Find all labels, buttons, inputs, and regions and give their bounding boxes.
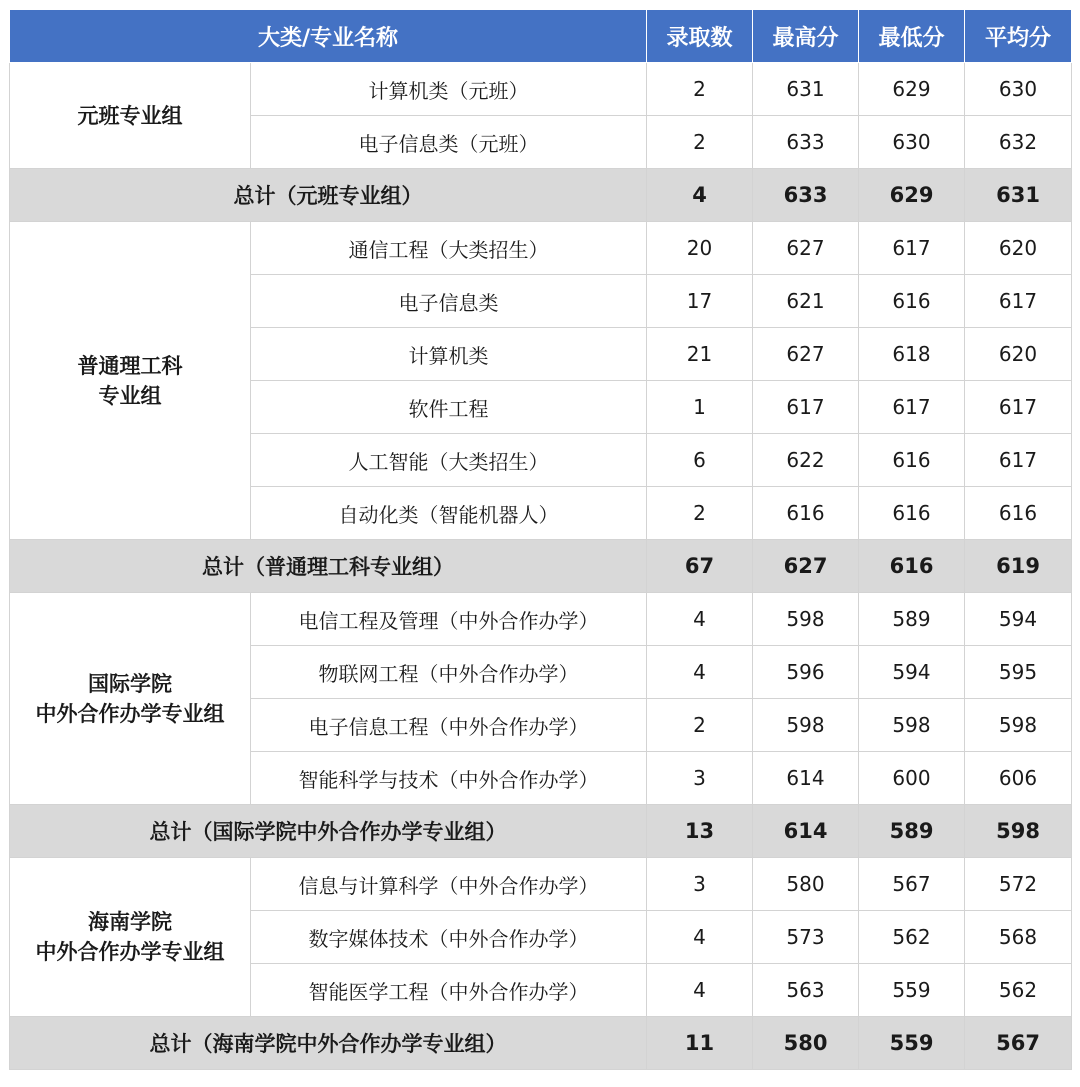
group-name-line2: 中外合作办学专业组: [35, 940, 225, 964]
avg-score-cell: 632: [965, 116, 1072, 169]
admitted-count-cell: 6: [647, 434, 753, 487]
min-score-cell: 629: [859, 63, 965, 116]
group-name-cell: [10, 222, 251, 540]
admission-table-container: [9, 9, 1072, 1070]
total-count-cell: 13: [647, 805, 753, 858]
total-label-cell: 总计（元班专业组）: [10, 169, 647, 222]
min-score-cell: 617: [859, 381, 965, 434]
max-score-cell: 598: [753, 699, 859, 752]
admitted-count-cell: 21: [647, 328, 753, 381]
table-row: [10, 222, 1072, 275]
total-row: [10, 169, 1072, 222]
group-name-line1: 普通理工科: [77, 353, 183, 378]
max-score-cell: 617: [753, 381, 859, 434]
table-header-row: [10, 10, 1072, 63]
group-name-line1: 海南学院: [88, 910, 172, 934]
avg-score-cell: 617: [965, 434, 1072, 487]
admitted-count-cell: 1: [647, 381, 753, 434]
min-score-cell: 594: [859, 646, 965, 699]
table-row: [10, 858, 1072, 911]
admitted-count-cell: 4: [647, 964, 753, 1017]
avg-score-cell: 620: [965, 328, 1072, 381]
admitted-count-cell: 2: [647, 699, 753, 752]
total-min-cell: 589: [859, 805, 965, 858]
group-name-line2: 中外合作办学专业组: [35, 701, 225, 726]
header-avg-score: 平均分: [965, 10, 1072, 63]
table-row: [10, 63, 1072, 116]
admission-score-table: [9, 9, 1072, 1070]
admitted-count-cell: 20: [647, 222, 753, 275]
min-score-cell: 598: [859, 699, 965, 752]
header-max-score: 最高分: [753, 10, 859, 63]
min-score-cell: 618: [859, 328, 965, 381]
group-name-line1: 元班专业组: [77, 103, 183, 128]
major-name-cell: 软件工程: [251, 381, 647, 434]
total-max-cell: 580: [753, 1017, 859, 1070]
admitted-count-cell: 2: [647, 63, 753, 116]
avg-score-cell: 594: [965, 593, 1072, 646]
total-label-cell: 总计（普通理工科专业组）: [10, 540, 647, 593]
max-score-cell: 616: [753, 487, 859, 540]
avg-score-cell: 598: [965, 699, 1072, 752]
total-min-cell: 629: [859, 169, 965, 222]
max-score-cell: 621: [753, 275, 859, 328]
min-score-cell: 562: [859, 911, 965, 964]
admitted-count-cell: 4: [647, 646, 753, 699]
min-score-cell: 630: [859, 116, 965, 169]
major-name-cell: 数字媒体技术（中外合作办学）: [251, 911, 647, 964]
avg-score-cell: 572: [965, 858, 1072, 911]
major-name-cell: 信息与计算科学（中外合作办学）: [251, 858, 647, 911]
avg-score-cell: 562: [965, 964, 1072, 1017]
min-score-cell: 616: [859, 487, 965, 540]
max-score-cell: 633: [753, 116, 859, 169]
total-avg-cell: 598: [965, 805, 1072, 858]
header-admitted-count: 录取数: [647, 10, 753, 63]
avg-score-cell: 617: [965, 275, 1072, 328]
total-min-cell: 559: [859, 1017, 965, 1070]
major-name-cell: 通信工程（大类招生）: [251, 222, 647, 275]
major-name-cell: 电子信息类（元班）: [251, 116, 647, 169]
admitted-count-cell: 3: [647, 752, 753, 805]
total-row: [10, 540, 1072, 593]
min-score-cell: 600: [859, 752, 965, 805]
max-score-cell: 631: [753, 63, 859, 116]
avg-score-cell: 630: [965, 63, 1072, 116]
total-label-cell: 总计（国际学院中外合作办学专业组）: [10, 805, 647, 858]
major-name-cell: 计算机类（元班）: [251, 63, 647, 116]
admitted-count-cell: 4: [647, 593, 753, 646]
max-score-cell: 580: [753, 858, 859, 911]
group-name-line2: 专业组: [98, 383, 162, 408]
table-row: [10, 593, 1072, 646]
avg-score-cell: 616: [965, 487, 1072, 540]
total-max-cell: 627: [753, 540, 859, 593]
group-name-cell: [10, 593, 251, 805]
major-name-cell: 电子信息类: [251, 275, 647, 328]
total-max-cell: 614: [753, 805, 859, 858]
major-name-cell: 计算机类: [251, 328, 647, 381]
avg-score-cell: 617: [965, 381, 1072, 434]
header-category-name: 大类/专业名称: [10, 10, 647, 63]
admitted-count-cell: 4: [647, 911, 753, 964]
admitted-count-cell: 2: [647, 487, 753, 540]
total-row: [10, 805, 1072, 858]
total-avg-cell: 619: [965, 540, 1072, 593]
major-name-cell: 人工智能（大类招生）: [251, 434, 647, 487]
total-count-cell: 11: [647, 1017, 753, 1070]
table-body: [10, 63, 1072, 1070]
group-name-cell: [10, 63, 251, 169]
total-avg-cell: 567: [965, 1017, 1072, 1070]
total-count-cell: 67: [647, 540, 753, 593]
total-count-cell: 4: [647, 169, 753, 222]
header-min-score: 最低分: [859, 10, 965, 63]
min-score-cell: 617: [859, 222, 965, 275]
major-name-cell: 电子信息工程（中外合作办学）: [251, 699, 647, 752]
max-score-cell: 563: [753, 964, 859, 1017]
max-score-cell: 627: [753, 328, 859, 381]
avg-score-cell: 595: [965, 646, 1072, 699]
total-label-cell: 总计（海南学院中外合作办学专业组）: [10, 1017, 647, 1070]
total-max-cell: 633: [753, 169, 859, 222]
min-score-cell: 616: [859, 275, 965, 328]
avg-score-cell: 568: [965, 911, 1072, 964]
min-score-cell: 589: [859, 593, 965, 646]
major-name-cell: 电信工程及管理（中外合作办学）: [251, 593, 647, 646]
max-score-cell: 598: [753, 593, 859, 646]
group-name-cell: [10, 858, 251, 1017]
min-score-cell: 567: [859, 858, 965, 911]
total-avg-cell: 631: [965, 169, 1072, 222]
max-score-cell: 573: [753, 911, 859, 964]
major-name-cell: 智能医学工程（中外合作办学）: [251, 964, 647, 1017]
major-name-cell: 物联网工程（中外合作办学）: [251, 646, 647, 699]
max-score-cell: 596: [753, 646, 859, 699]
group-name-line1: 国际学院: [88, 671, 172, 696]
min-score-cell: 559: [859, 964, 965, 1017]
admitted-count-cell: 3: [647, 858, 753, 911]
max-score-cell: 627: [753, 222, 859, 275]
major-name-cell: 智能科学与技术（中外合作办学）: [251, 752, 647, 805]
avg-score-cell: 620: [965, 222, 1072, 275]
admitted-count-cell: 17: [647, 275, 753, 328]
admitted-count-cell: 2: [647, 116, 753, 169]
min-score-cell: 616: [859, 434, 965, 487]
max-score-cell: 614: [753, 752, 859, 805]
major-name-cell: 自动化类（智能机器人）: [251, 487, 647, 540]
max-score-cell: 622: [753, 434, 859, 487]
total-row: [10, 1017, 1072, 1070]
total-min-cell: 616: [859, 540, 965, 593]
avg-score-cell: 606: [965, 752, 1072, 805]
